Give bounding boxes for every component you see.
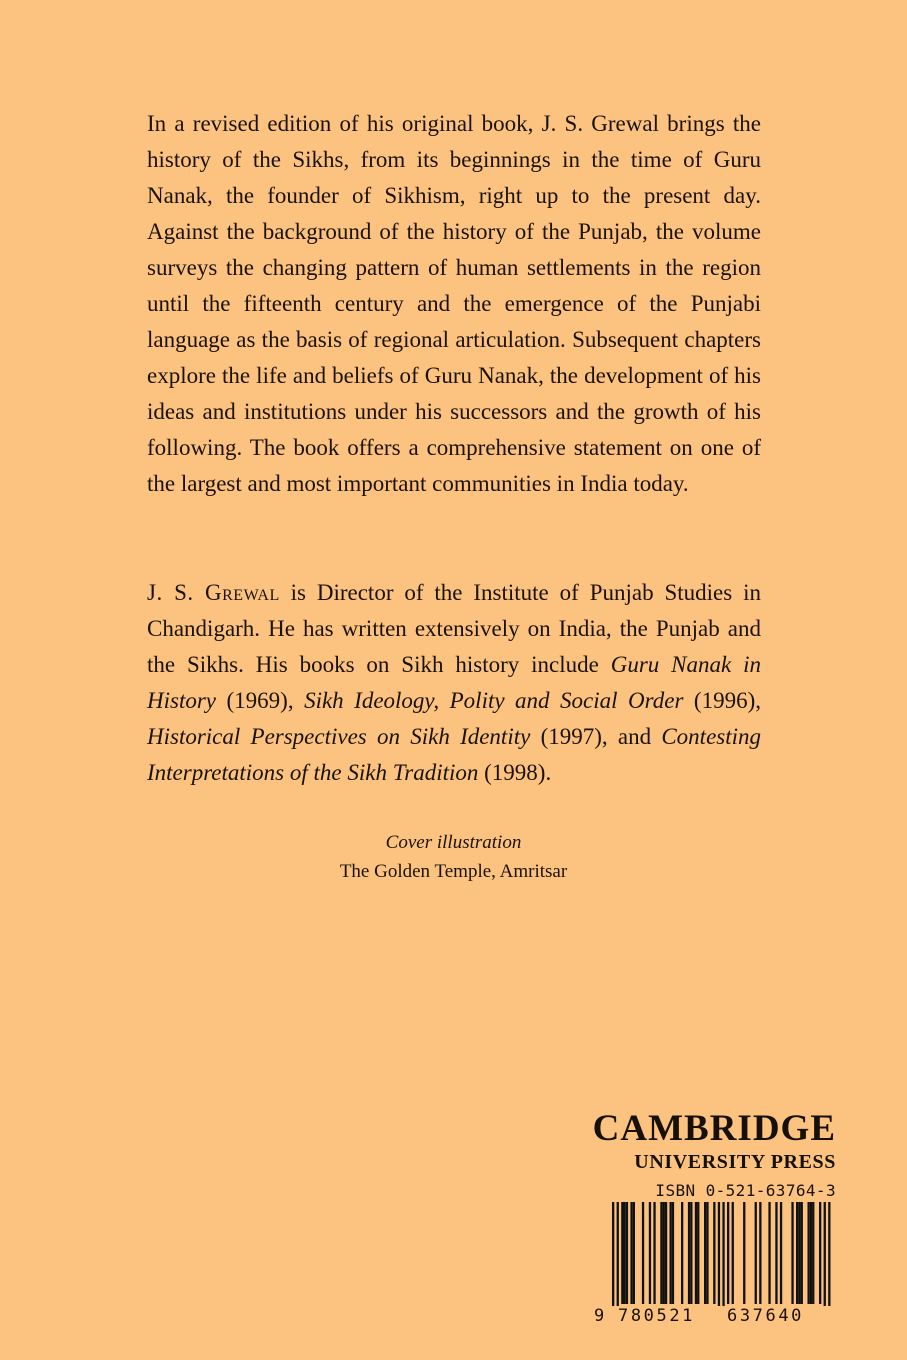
barcode-bar — [796, 1202, 798, 1304]
barcode-bar — [612, 1202, 614, 1306]
bio-text: is Director of the Institute of Punjab Studies in Chandigarh. He has written extensively on India, the Punjab and the Sikhs. His books on Sikh history include — [147, 580, 761, 677]
barcode-bar — [688, 1202, 690, 1304]
barcode-bar — [670, 1202, 672, 1304]
barcode-bar — [665, 1202, 667, 1304]
barcode-bar — [617, 1202, 619, 1306]
barcode-bar — [672, 1202, 674, 1304]
author-name: J. S. Grewal — [147, 580, 280, 605]
cover-credit — [0, 828, 907, 886]
book-year: (1996), — [683, 688, 761, 713]
barcode-bar — [704, 1202, 706, 1304]
barcode-bar — [630, 1202, 632, 1304]
barcode-digits — [592, 1306, 838, 1328]
barcode-left-group: 780521 — [618, 1306, 696, 1326]
barcode-bar — [718, 1202, 720, 1306]
barcode-bar — [801, 1202, 803, 1304]
barcode-bar — [775, 1202, 777, 1304]
barcode-bar — [722, 1202, 724, 1306]
barcode-bar — [819, 1202, 821, 1304]
barcode-bar — [780, 1202, 782, 1304]
barcode-bar — [791, 1202, 793, 1304]
barcode-bar — [810, 1202, 812, 1304]
barcode-bar — [828, 1202, 830, 1306]
barcode-bar — [663, 1202, 665, 1304]
barcode-bar — [653, 1202, 655, 1304]
book-title: Contesting Interpretations of the Sikh Tradition — [147, 724, 762, 785]
barcode-bars — [592, 1202, 838, 1306]
barcode — [592, 1202, 838, 1328]
barcode-bar — [713, 1202, 715, 1304]
barcode-bar — [690, 1202, 692, 1304]
barcode-bar — [755, 1202, 757, 1304]
barcode-first-digit: 9 — [594, 1306, 605, 1326]
barcode-bar — [697, 1202, 699, 1304]
barcode-bar — [727, 1202, 729, 1304]
barcode-bar — [812, 1202, 814, 1304]
barcode-bar — [768, 1202, 770, 1304]
isbn-number: ISBN 0-521-63764-3 — [655, 1181, 836, 1200]
book-blurb: In a revised edition of his original book, J. S. Grewal brings the history of the Sikhs, from its beginnings in the time of Guru Nanak, the founder of Sikhism, right up to the present day. Against the background of the history of the Punjab, the volume surveys the changing pattern of human settlements in the region until the fifteenth century and the emergence of the Punjabi language as the basis of regional articulation. Subsequent chapters explore the life and beliefs of Guru Nanak, the development of his ideas and institutions under his successors and the growth of his following. The book offers a comprehensive statement on one of the largest and most important communities in India today. — [147, 111, 761, 496]
barcode-bar — [743, 1202, 745, 1304]
barcode-bar — [624, 1202, 626, 1304]
barcode-bar — [621, 1202, 623, 1304]
barcode-bar — [824, 1202, 826, 1306]
cover-illustration-subject: The Golden Temple, Amritsar — [339, 861, 568, 882]
barcode-bar — [642, 1202, 644, 1304]
barcode-bar — [732, 1202, 734, 1304]
barcode-bar — [695, 1202, 697, 1304]
publisher-logo — [593, 1110, 836, 1174]
publisher-press: UNIVERSITY PRESS — [634, 1151, 836, 1173]
barcode-bar — [633, 1202, 635, 1304]
barcode-bar — [808, 1202, 810, 1304]
book-year: (1997), and — [530, 724, 662, 749]
barcode-bar — [649, 1202, 651, 1304]
book-title: Historical Perspectives on Sikh Identity — [147, 724, 531, 749]
book-year: (1998). — [478, 760, 552, 785]
barcode-bar — [660, 1202, 662, 1304]
barcode-bar — [798, 1202, 800, 1304]
author-bio — [147, 575, 761, 791]
barcode-bar — [681, 1202, 683, 1304]
publisher-name: CAMBRIDGE — [592, 1108, 836, 1149]
cover-illustration-caption: Cover illustration — [385, 832, 522, 853]
barcode-bar — [759, 1202, 761, 1304]
barcode-bar — [626, 1202, 628, 1304]
book-title: Guru Nanak in History — [147, 652, 762, 713]
barcode-bar — [706, 1202, 708, 1304]
barcode-right-group: 637640 — [727, 1306, 805, 1326]
book-title: Sikh Ideology, Polity and Social Order — [304, 688, 684, 713]
book-year: (1969), — [216, 688, 305, 713]
